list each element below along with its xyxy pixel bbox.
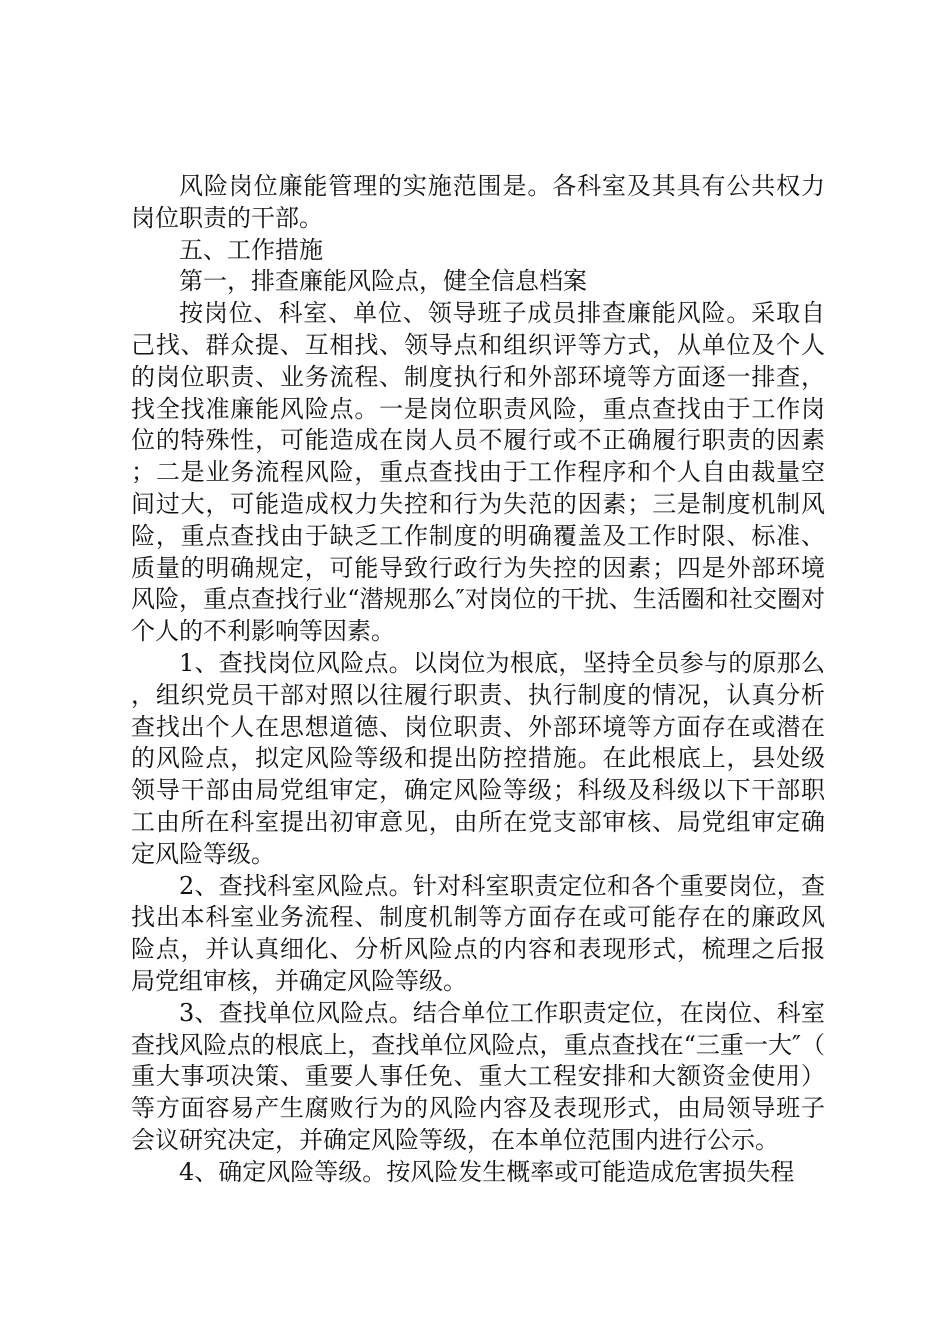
heading-first: 第一，排查廉能风险点，健全信息档案 [179,267,587,296]
paragraph-unit-risk: 3、查找单位风险点。结合单位工作职责定位，在岗位、科室查找风险点的根底上，查找单位风险点，重点查找在“三重一大″（重大事项决策、重要人事任免、重大工程安排和大额资金使用）等方面容易产生腐败行为的风险内容及表现形式，由局领导班子会议研究决定，并确定风险等级，在本单位范围内进行公示。 [131,998,825,1154]
paragraph-post-risk: 1、查找岗位风险点。以岗位为根底，坚持全员参与的原那么，组织党员干部对照以往履行职责、执行制度的情况，认真分析查找出个人在思想道德、岗位职责、外部环境等方面存在或潜在的风险点，拟定风险等级和提出防控措施。在此根底上，县处级领导干部由局党组审定，确定风险等级；科级及科级以下干部职工由所在科室提出初审意见，由所在党支部审核、局党组审定确定风险等级。 [131,648,825,868]
paragraph-scope: 风险岗位廉能管理的实施范围是。各科室及其具有公共权力岗位职责的干部。 [131,172,825,232]
paragraph-risk-level: 4、确定风险等级。按风险发生概率或可能造成危害损失程 [179,1157,795,1186]
document-body [131,171,825,1189]
heading-work-measures: 五、工作措施 [179,235,323,264]
paragraph-risk-check: 按岗位、科室、单位、领导班子成员排查廉能风险。采取自己找、群众提、互相找、领导点和组织评等方式，从单位及个人的岗位职责、业务流程、制度执行和外部环境等方面逐一排查，找全找准廉能风险点。一是岗位职责风险，重点查找由于工作岗位的特殊性，可能造成在岗人员不履行或不正确履行职责的因素；二是业务流程风险，重点查找由于工作程序和个人自由裁量空间过大，可能造成权力失控和行为失范的因素；三是制度机制风险，重点查找由于缺乏工作制度的明确覆盖及工作时限、标准、质量的明确规定，可能导致行政行为失控的因素；四是外部环境风险，重点查找行业“潜规那么″对岗位的干扰、生活圈和社交圈对个人的不利影响等因素。 [131,299,825,646]
paragraph-office-risk: 2、查找科室风险点。针对科室职责定位和各个重要岗位，查找出本科室业务流程、制度机制等方面存在或可能存在的廉政风险点，并认真细化、分析风险点的内容和表现形式，梳理之后报局党组审核，并确定风险等级。 [131,871,825,995]
